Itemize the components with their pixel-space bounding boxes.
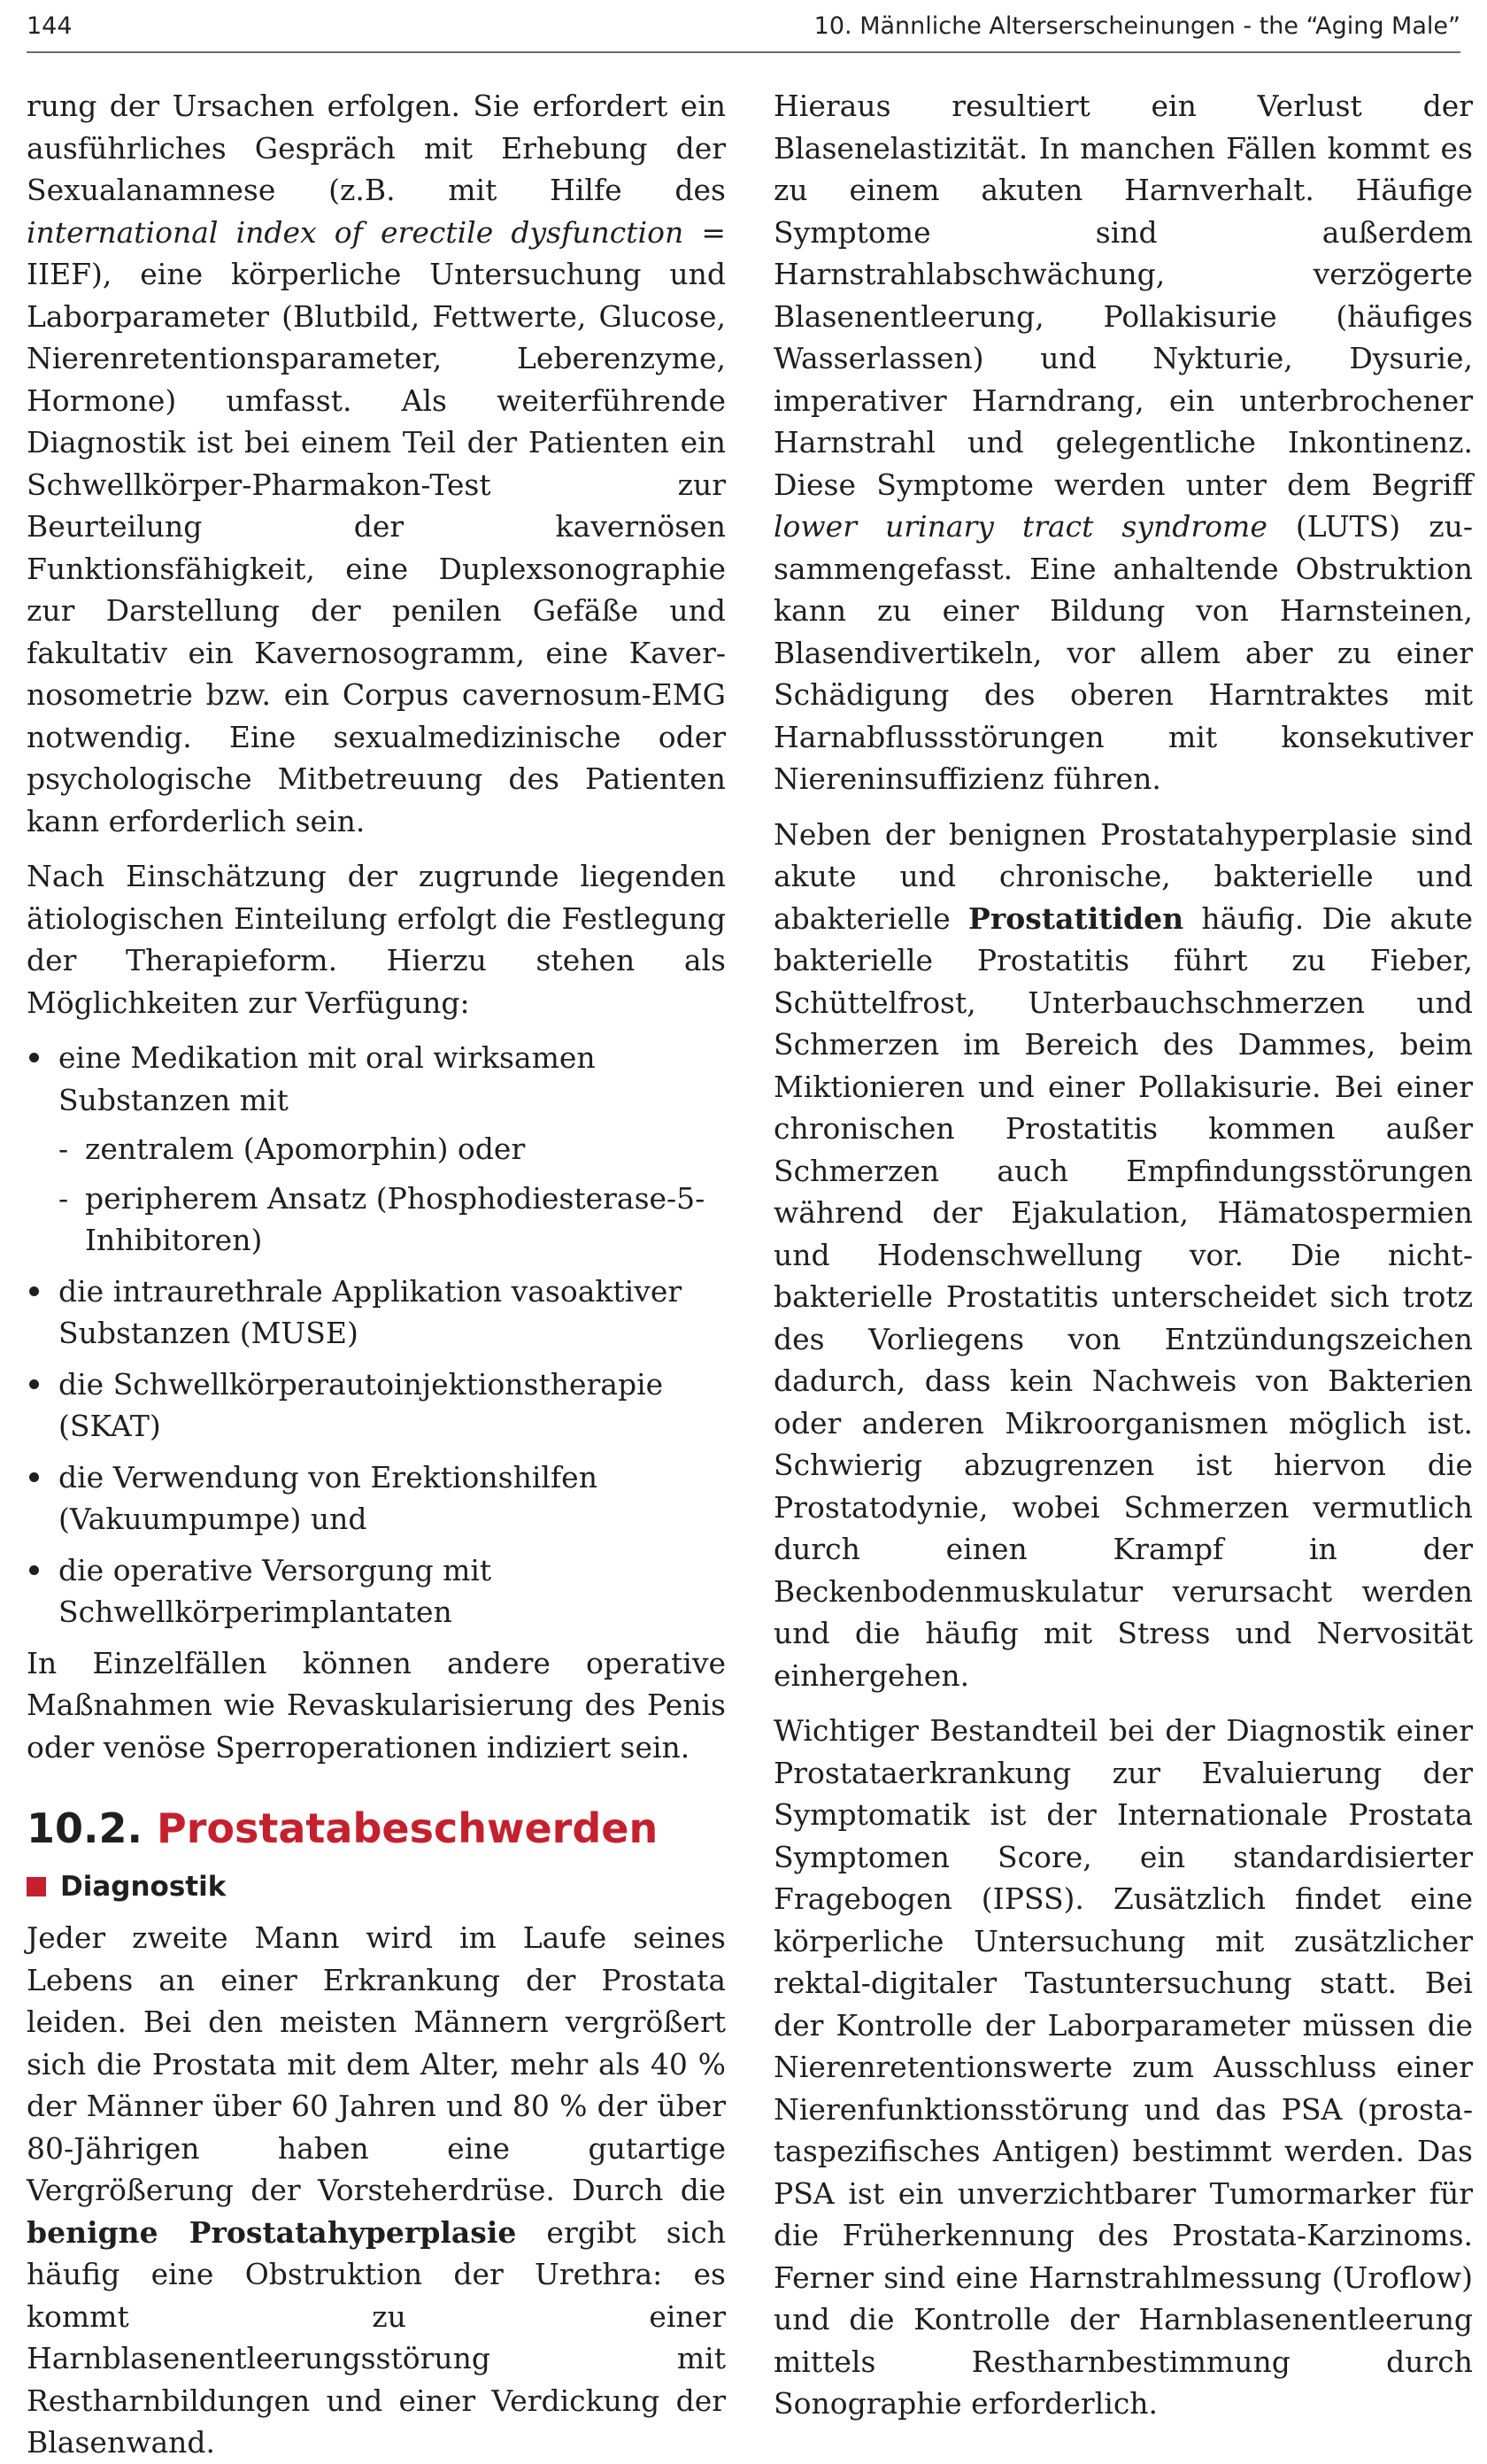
running-header: [27, 9, 1460, 48]
list-item: [27, 1037, 726, 1262]
text-run: Jeder zweite Mann wird im Laufe seines Lebens an einer Erkrankung der Prostata leiden. Bei den meisten Männern vergrößert sich die Prostata mit dem Alter, mehr als 40 % der Männer über 60 Jahren und 80 % der über 80-Jährigen haben eine gutartige Vergrößerung der Vorsteherdrüse. Durch die: [27, 1920, 726, 2207]
list-item: die intraurethrale Applikation vasoaktiver Substanzen (MUSE): [27, 1271, 726, 1355]
paragraph-luts: [774, 85, 1473, 800]
left-column: [27, 85, 726, 2464]
list-item: die Verwendung von Erektionshilfen (Vakuumpumpe) und: [27, 1456, 726, 1541]
bold-term-prostatitiden: Prostatitiden: [968, 900, 1184, 936]
right-column: [774, 85, 1473, 2425]
therapy-options-list: [27, 1037, 726, 1634]
section-number: 10.2.: [27, 1804, 143, 1852]
paragraph-prostate-intro: [27, 1917, 726, 2464]
paragraph-prostatitis: [774, 814, 1473, 1697]
italic-term-luts: lower urinary tract syndrome: [774, 509, 1267, 544]
header-divider: [27, 51, 1460, 53]
section-title: Prostatabeschwerden: [157, 1804, 659, 1852]
red-square-icon: [27, 1877, 46, 1896]
subsection-title: Diagnostik: [60, 1871, 227, 1903]
list-item: die operative Versorgung mit Schwellkörperimplantaten: [27, 1549, 726, 1634]
italic-term-iief: international index of erectile dysfunction: [27, 214, 684, 250]
section-heading: [27, 1804, 726, 1853]
paragraph-diagnostics-intro: [27, 85, 726, 842]
paragraph-surgical-options: In Einzelfällen können andere operative Maßnahmen wie Revaskularisierung des Penis oder venöse Sperroperationen indiziert sein.: [27, 1645, 726, 1765]
bold-term-bph: benigne Prostatahyperplasie: [27, 2214, 517, 2250]
text-run: häufig. Die akute bakterielle Prostatitis führt zu Fieber, Schüttelfrost, Unterbauchschmerzen und Schmerzen im Bereich des Dammes, beim Miktionieren und einer Pollakisurie. Bei einer chronischen Prostatitis kommen außer Schmerzen auch Empfindungsstörungen während der Ejakulation, Hämatospermien und Hodenschwellung vor. Die nicht-bakterielle Prostatitis unterscheidet sich trotz des Vorliegens von Entzündungszeichen dadurch, dass kein Nachweis von Bakterien oder anderen Mikroorganismen möglich ist. Schwierig abzugrenzen ist hiervon die Prostatodynie, wobei Schmerzen vermutlich durch einen Krampf in der Beckenbodenmuskulatur verursacht werden und die häufig mit Stress und Nervosität einhergehen.: [774, 900, 1473, 1693]
sub-list-item: - zentralem (Apomorphin) oder: [58, 1128, 726, 1170]
text-run: rung der Ursachen erfolgen. Sie erfordert ein ausführliches Gespräch mit Erhebung der Sexualanamnese (z.B. mit Hilfe des: [27, 89, 726, 207]
sub-list: [58, 1128, 726, 1262]
text-run: ergibt sich häufig eine Obstruktion der Urethra: es kommt zu einer Harnblasenentleerungsstörung mit Restharnbildungen und einer Verdickung der Blasenwand.: [27, 2214, 726, 2460]
list-item-text: eine Medikation mit oral wirksamen Substanzen mit: [58, 1040, 596, 1117]
page-number: 144: [27, 12, 73, 40]
list-item: die Schwellkörperautoinjektionstherapie (SKAT): [27, 1363, 726, 1448]
paragraph-therapy-intro: Nach Einschätzung der zugrunde liegenden ätiologischen Einteilung erfolgt die Festlegung der Therapieform. Hierzu stehen als Möglichkeiten zur Verfügung:: [27, 859, 726, 1020]
chapter-title: 10. Männliche Alterserscheinungen - the “Aging Male”: [813, 12, 1460, 40]
text-run: Neben der benignen Prostatahyperplasie sind akute und chronische, bakterielle und abakterielle: [774, 816, 1473, 936]
subsection-heading: [27, 1869, 726, 1904]
text-run: (LUTS) zusammengefasst. Eine anhaltende Obstruktion kann zu einer Bildung von Harnsteinen, Blasendivertikeln, vor allem aber zu einer Schädigung des oberen Harntraktes mit Harnabflussstörungen mit konsekutiver Niereninsuffizienz führen.: [774, 509, 1473, 796]
text-run: Hieraus resultiert ein Verlust der Blasenelastizität. In manchen Fällen kommt es zu einem akuten Harnverhalt. Häufige Symptome sind außerdem Harnstrahlabschwächung, verzögerte Blasenentleerung, Pollakisurie (häufiges Wasserlassen) und Nykturie, Dysurie, imperativer Harndrang, ein unterbrochener Harnstrahl und gelegentliche Inkontinenz. Diese Symptome werden unter dem Begriff: [774, 89, 1473, 502]
text-run: = IIEF), eine körperliche Untersuchung und Laborparameter (Blutbild, Fettwerte, Glucose, Nierenretentionsparameter, Leberenzyme, Hormone) umfasst. Als weiterführende Diagnostik ist bei einem Teil der Patienten ein Schwellkörper-Pharmakon-Test zur Beurteilung der kavernösen Funktionsfähigkeit, eine Duplexsonographie zur Darstellung der penilen Gefäße und fakultativ ein Kavernosogramm, eine Kavernosometrie bzw. ein Corpus cavernosum-EMG notwendig. Eine sexualmedizinische oder psychologische Mitbetreuung des Patienten kann erforderlich sein.: [27, 214, 727, 838]
sub-list-item: - peripherem Ansatz (Phosphodiesterase-5-Inhibitoren): [58, 1178, 726, 1262]
paragraph-ipss-diagnostics: Wichtiger Bestandteil bei der Diagnostik einer Prostataerkrankung zur Evaluierung der Symptomatik ist der Internationale Prostata Symptomen Score, ein standardisierter Fragebogen (IPSS). Zusätzlich findet eine körperliche Untersuchung mit zusätzlicher rektal-digitaler Tastuntersuchung statt. Bei der Kontrolle der Laborparameter müssen die Nierenretentionswerte zum Ausschluss einer Nierenfunktionsstörung und das PSA (prostataspezifisches Antigen) bestimmt werden. Das PSA ist ein unverzichtbarer Tumormarker für die Früherkennung des Prostata-Karzinoms. Ferner sind eine Harnstrahlmessung (Uroflow) und die Kontrolle der Harnblasenentleerung mittels Restharnbestimmung durch Sonographie erforderlich.: [774, 1713, 1473, 2421]
